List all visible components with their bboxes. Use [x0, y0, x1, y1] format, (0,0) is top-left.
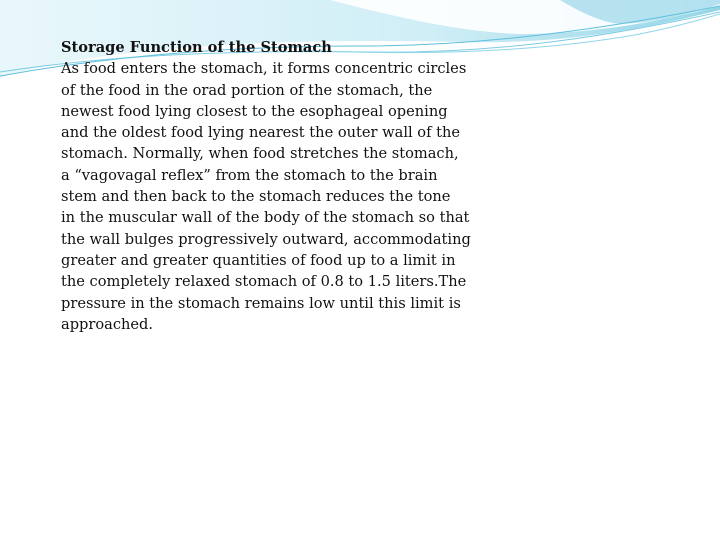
- body-line: stomach. Normally, when food stretches the stomach,: [61, 145, 459, 163]
- body-line: the completely relaxed stomach of 0.8 to 1.5 liters.The: [61, 273, 467, 291]
- body-line: greater and greater quantities of food up to a limit in: [61, 251, 456, 269]
- body-line: and the oldest food lying nearest the outer wall of the: [61, 124, 461, 142]
- body-line: As food enters the stomach, it forms concentric circles: [61, 60, 467, 78]
- content-block: [61, 37, 501, 335]
- body-line: in the muscular wall of the body of the stomach so that: [61, 209, 470, 227]
- body-line: approached.: [61, 315, 154, 333]
- body-paragraph: [61, 58, 501, 335]
- slide-title: Storage Function of the Stomach: [61, 39, 332, 56]
- body-line: the wall bulges progressively outward, accommodating: [61, 230, 471, 248]
- body-line: a “vagovagal reflex” from the stomach to the brain: [61, 166, 438, 184]
- body-line: of the food in the orad portion of the stomach, the: [61, 81, 433, 99]
- body-line: stem and then back to the stomach reduces the tone: [61, 188, 451, 206]
- body-line: pressure in the stomach remains low until this limit is: [61, 294, 461, 312]
- body-line: newest food lying closest to the esophageal opening: [61, 102, 448, 120]
